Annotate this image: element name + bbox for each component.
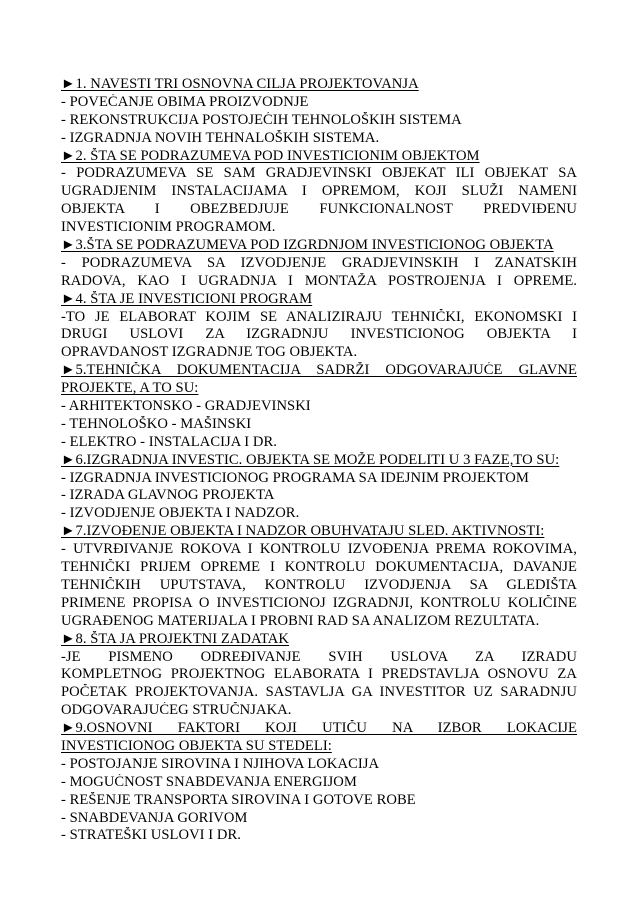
answer-line: - UTVRĐIVANJE ROKOVA I KONTROLU IZVOĐENJA PREMA ROKOVIMA, (61, 541, 577, 558)
answer-line: -TO JE ELABORAT KOJIM SE ANALIZIRAJU TEHNIČKI, EKONOMSKI I (61, 308, 577, 325)
answer-line: - MOGUĆNOST SNABDEVANJA ENERGIJOM (61, 773, 357, 790)
answer-line: - ARHITEKTONSKO - GRADJEVINSKI (61, 398, 311, 415)
answer-line: OBJEKTA I OBEZBEDJUJE FUNKCIONALNOST PREDVIĐENU (61, 201, 577, 218)
answer-line: - POSTOJANJE SIROVINA I NJIHOVA LOKACIJA (61, 755, 380, 772)
answer-line: - IZVODJENJE OBJEKTA I NADZOR. (61, 505, 300, 522)
answer-line: - PODRAZUMEVA SA IZVODJENJE GRADJEVINSKIH I ZANATSKIH (61, 254, 577, 271)
answer-line: - REKONSTRUKCIJA POSTOJEĆIH TEHNOLOŠKIH SISTEMA (61, 111, 462, 128)
answer-line: - REŠENJE TRANSPORTA SIROVINA I GOTOVE ROBE (61, 791, 416, 808)
answer-line: INVESTICIONIM PROGRAMOM. (61, 219, 276, 236)
question-heading: ►7.IZVOĐENJE OBJEKTA I NADZOR OBUHVATAJU SLED. AKTIVNOSTI: (61, 523, 545, 540)
answer-line: - IZRADA GLAVNOG PROJEKTA (61, 487, 275, 504)
document-page (61, 76, 577, 845)
answer-line: ODGOVARAJUĆEG STRUČNJAKA. (61, 702, 292, 719)
question-heading: ►6.IZGRADNJA INVESTIC. OBJEKTA SE MOŽE PODELITI U 3 FAZE,TO SU: (61, 451, 560, 468)
question-heading: ►3.ŠTA SE PODRAZUMEVA POD IZGRDNJOM INVESTICIONOG OBJEKTA (61, 237, 554, 254)
question-heading: INVESTICIONOG OBJEKTA SU STEDELI: (61, 737, 332, 754)
question-heading: ►9.OSNOVNI FAKTORI KOJI UTIČU NA IZBOR LOKACIJE (61, 720, 577, 737)
question-heading: ►8. ŠTA JA PROJEKTNI ZADATAK (61, 630, 289, 647)
answer-line: - STRATEŠKI USLOVI I DR. (61, 827, 241, 844)
answer-line: UGRADJENIM INSTALACIJAMA I OPREMOM, KOJI SLUŽI NAMENI (61, 183, 577, 200)
question-heading: ►4. ŠTA JE INVESTICIONI PROGRAM (61, 290, 313, 307)
answer-line: RADOVA, KAO I UGRADNJA I MONTAŽA POSTROJENJA I OPREME. (61, 272, 577, 289)
question-heading: ►2. ŠTA SE PODRAZUMEVA POD INVESTICIONIM OBJEKTOM (61, 147, 480, 164)
answer-line: TEHNIČKIH UPUTSTAVA, KONTROLU IZVODJENJA SA GLEDIŠTA (61, 576, 577, 593)
answer-line: - TEHNOLOŠKO - MAŠINSKI (61, 415, 252, 432)
question-heading: ►5.TEHNIČKA DOKUMENTACIJA SADRŽI ODGOVARAJUĆE GLAVNE (61, 362, 577, 379)
answer-line: KOMPLETNOG PROJEKTNOG ELABORATA I PREDSTAVLJA OSNOVU ZA (61, 666, 577, 683)
question-heading: PROJEKTE, A TO SU: (61, 380, 199, 397)
answer-line: POČETAK PROJEKTOVANJA. SASTAVLJA GA INVESTITOR UZ SARADNJU (61, 684, 577, 701)
answer-line: - IZGRADNJA INVESTICIONOG PROGRAMA SA IDEJNIM PROJEKTOM (61, 469, 529, 486)
answer-line: - PODRAZUMEVA SE SAM GRADJEVINSKI OBJEKAT ILI OBJEKAT SA (61, 165, 577, 182)
answer-line: - IZGRADNJA NOVIH TEHNALOŠKIH SISTEMA. (61, 129, 380, 146)
answer-line: TEHNIČKI PRIJEM OPREME I KONTROLU DOKUMENTACIJA, DAVANJE (61, 559, 577, 576)
answer-line: - ELEKTRO - INSTALACIJA I DR. (61, 433, 277, 450)
answer-line: - POVEĆANJE OBIMA PROIZVODNJE (61, 93, 309, 110)
answer-line: DRUGI USLOVI ZA IZGRADNJU INVESTICIONOG OBJEKTA I (61, 326, 577, 343)
answer-line: - SNABDEVANJA GORIVOM (61, 809, 248, 826)
answer-line: -JE PISMENO ODREĐIVANJE SVIH USLOVA ZA IZRADU (61, 648, 577, 665)
question-heading: ►1. NAVESTI TRI OSNOVNA CILJA PROJEKTOVANJA (61, 76, 419, 92)
answer-line: PRIMENE PROPISA O INVESTICIONOJ IZGRADNJI, KONTROLU KOLIČINE (61, 594, 577, 611)
answer-line: UGRAĐENOG MATERIJALA I PROBNI RAD SA ANALIZOM REZULTATA. (61, 612, 540, 629)
answer-line: OPRAVDANOST IZGRADNJE TOG OBJEKTA. (61, 344, 358, 361)
